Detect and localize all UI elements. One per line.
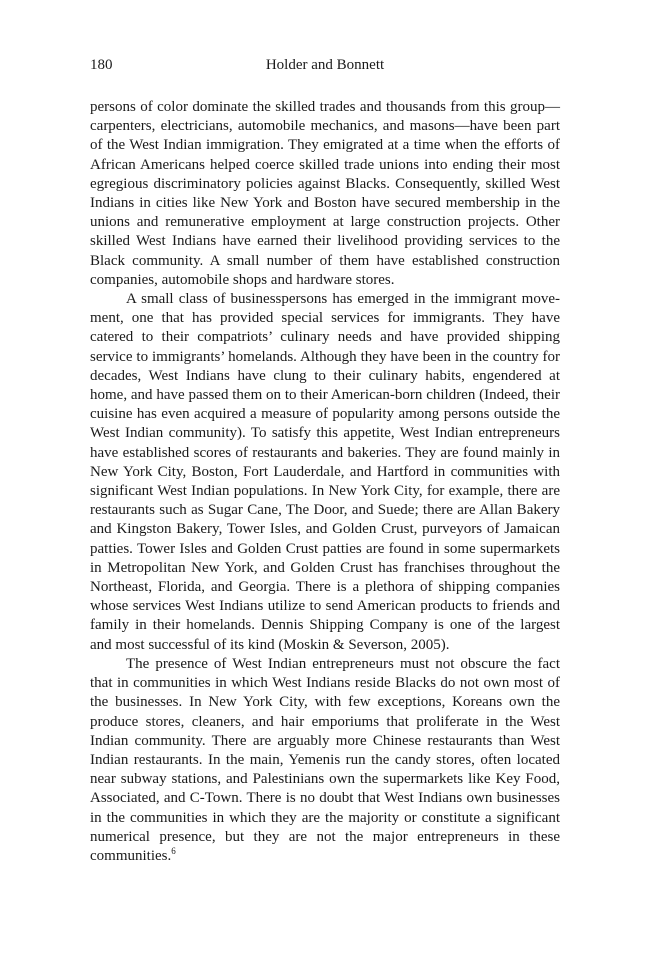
page-header	[90, 57, 560, 81]
paragraph-text: The presence of West Indian entrepreneurs must not obscure the fact that in communities in which West Indians reside Blacks do not own most of the businesses. In New York City, with few exceptions, Koreans own the produce stores, cleaners, and hair emporiums that proliferate in the West Indian community. There are arguably more Chinese restaurants than West Indian restaurants. In the main, Yemenis run the candy stores, often located near subway stations, and Palestinians own the supermarkets like Key Food, Associated, and C-Town. There is no doubt that West Indians own businesses in the communities in which they are the majority or constitute a significant numerical presence, but they are not the major entrepreneurs in these communities.	[90, 655, 560, 864]
paragraph: A small class of businesspersons has emerged in the immigrant movement, one that has provided special services for immigrants. They have catered to their compatriots’ culinary needs and have provided shipping service to immigrants’ homelands. Although they have been in the country for decades, West Indians have clung to their culinary habits, engendered at home, and have passed them on to their American-born children (Indeed, their cuisine has even acquired a measure of popularity among persons outside the West Indian community). To satisfy this appetite, West Indian entrepreneurs have established scores of restaurants and bakeries. They are found mainly in New York City, Boston, Fort Lauderdale, and Hartford in communities with significant West Indian populations. In New York City, for example, there are restaurants such as Sugar Cane, The Door, and Suede; there are Allan Bakery and Kingston Bakery, Tower Isles, and Golden Crust, purveyors of Jamaican patties. Tower Isles and Golden Crust patties are found in some supermarkets in Metropolitan New York, and Golden Crust has franchises throughout the Northeast, Florida, and Georgia. There is a plethora of shipping companies whose services West Indians utilize to send American products to friends and family in their homelands. Dennis Shipping Company is one of the largest and most successful of its kind (Moskin & Severson, 2005).	[90, 291, 560, 653]
page-number: 180	[90, 57, 113, 73]
paragraph: persons of color dominate the skilled trades and thousands from this group—carpenters, electricians, automobile mechanics, and masons—have been part of the West Indian immigration. They emigrated at a time when the efforts of African Americans helped coerce skilled trade unions into ending their most egregious discriminatory policies against Blacks. Consequently, skilled West Indians in cities like New York and Boston have secured membership in the unions and remunerative employment at large construction projects. Other skilled West Indians have earned their livelihood providing services to the Black community. A small number of them have established construction companies, automobile shops and hardware stores.	[90, 99, 560, 288]
body-text	[90, 98, 560, 866]
paragraph	[90, 655, 560, 866]
running-head: Holder and Bonnett	[265, 57, 385, 73]
footnote-marker: 6	[171, 845, 176, 856]
